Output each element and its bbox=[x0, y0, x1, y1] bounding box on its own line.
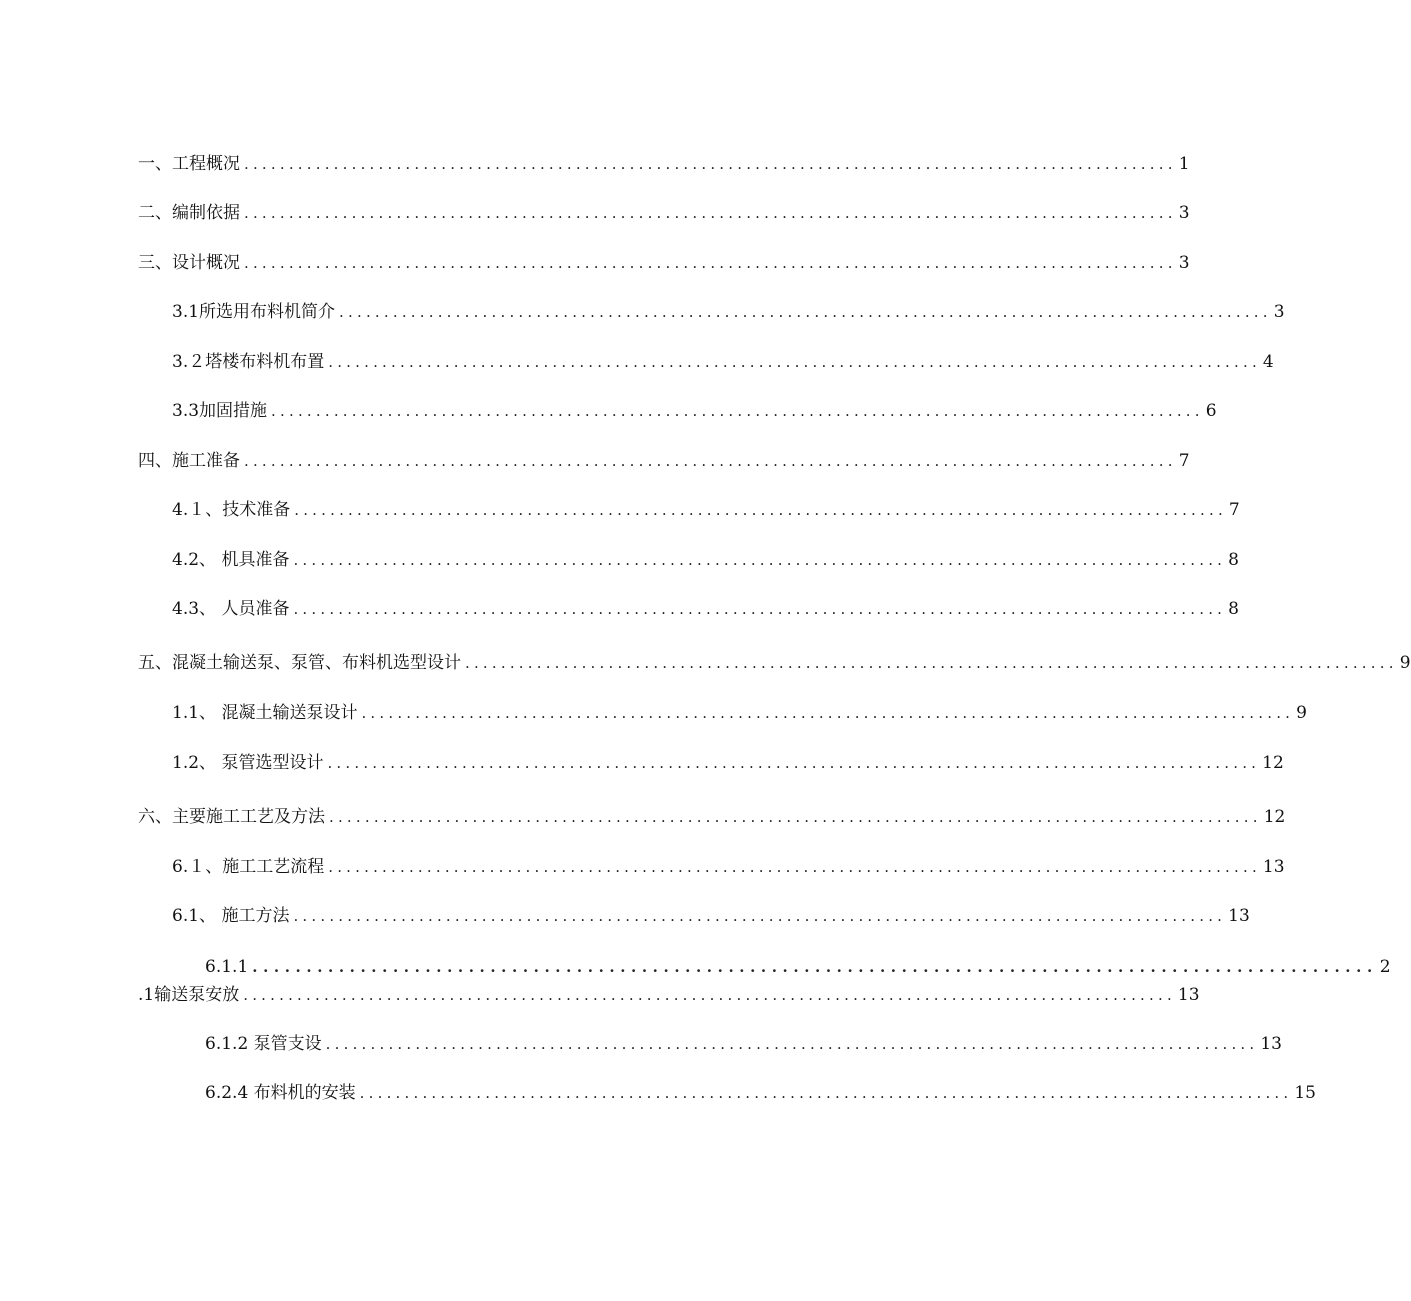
toc-entry[interactable] bbox=[138, 804, 1286, 830]
toc-entry-label: 6.１、施工工艺流程 bbox=[172, 857, 325, 877]
toc-dot-leader: ........................................................................................................ bbox=[244, 452, 1177, 470]
toc-dot-leader: ........................................................................................................ bbox=[271, 402, 1204, 420]
toc-dot-leader: ........................................................................................................ bbox=[327, 754, 1261, 772]
toc-entry-label: 6.1.1 bbox=[205, 957, 249, 977]
toc-entry[interactable] bbox=[172, 596, 1239, 622]
toc-entry-page: 7 bbox=[1228, 500, 1240, 520]
toc-entry-label: 4.3、 人员准备 bbox=[172, 599, 290, 619]
toc-entry[interactable] bbox=[172, 750, 1284, 776]
toc-entry-continuation[interactable] bbox=[138, 982, 1200, 1008]
toc-dot-leader: ........................................................................................................ bbox=[244, 155, 1177, 173]
toc-dot-leader: ........................................................................................................ bbox=[328, 353, 1261, 371]
toc-entry-label: 6.2.4 布料机的安装 bbox=[205, 1083, 356, 1103]
toc-entry[interactable] bbox=[138, 250, 1190, 276]
toc-entry[interactable] bbox=[172, 497, 1240, 523]
toc-entry-page: 13 bbox=[1262, 857, 1285, 877]
toc-entry-label: 3.２塔楼布料机布置 bbox=[172, 352, 325, 372]
toc-entry[interactable] bbox=[205, 954, 1391, 980]
toc-entry-label: .1输送泵安放 bbox=[138, 985, 240, 1005]
toc-entry-label: 三、设计概况 bbox=[138, 253, 240, 273]
toc-entry-page: 2 bbox=[1379, 957, 1391, 977]
toc-entry[interactable] bbox=[138, 650, 1411, 676]
toc-dot-leader: ........................................................................................................ bbox=[293, 551, 1227, 569]
toc-dot-leader: ........................................................................................................ bbox=[339, 303, 1272, 321]
toc-entry[interactable] bbox=[172, 349, 1274, 375]
toc-entry-label: 五、混凝土输送泵、泵管、布料机选型设计 bbox=[138, 653, 461, 673]
toc-dot-leader: ........................................................................................................ bbox=[329, 808, 1262, 826]
toc-entry[interactable] bbox=[172, 700, 1307, 726]
toc-dot-leader: ........................................................................................................ bbox=[244, 254, 1177, 272]
toc-entry-page: 3 bbox=[1273, 302, 1285, 322]
toc-entry-page: 8 bbox=[1228, 599, 1239, 619]
toc-entry-label: 1.1、 混凝土输送泵设计 bbox=[172, 703, 358, 723]
toc-dot-leader: ........................................................................................................ bbox=[243, 986, 1176, 1004]
toc-dot-leader: ........................................................................................................ bbox=[361, 704, 1295, 722]
toc-entry-page: 12 bbox=[1262, 753, 1284, 773]
toc-entry-label: 3.3加固措施 bbox=[172, 401, 268, 421]
toc-dot-leader: ........................................................................................................ bbox=[294, 501, 1227, 519]
toc-dot-leader: ........................................................................................................ bbox=[328, 858, 1261, 876]
toc-dot-leader: ........................................................................................................ bbox=[359, 1084, 1293, 1102]
toc-entry[interactable] bbox=[172, 547, 1239, 573]
toc-entry-label: 6.1、 施工方法 bbox=[172, 906, 290, 926]
toc-entry-label: 六、主要施工工艺及方法 bbox=[138, 807, 325, 827]
toc-entry-label: 3.1所选用布料机简介 bbox=[172, 302, 336, 322]
toc-entry-page: 9 bbox=[1296, 703, 1307, 723]
toc-entry-label: 一、工程概况 bbox=[138, 154, 240, 174]
toc-entry[interactable] bbox=[205, 1080, 1316, 1106]
toc-entry-page: 13 bbox=[1177, 985, 1200, 1005]
toc-dot-leader: ........................................................................................................ bbox=[325, 1035, 1259, 1053]
toc-entry[interactable] bbox=[138, 448, 1190, 474]
toc-entry-label: 二、编制依据 bbox=[138, 203, 240, 223]
toc-entry-label: 1.2、 泵管选型设计 bbox=[172, 753, 324, 773]
toc-entry[interactable] bbox=[138, 200, 1190, 226]
toc-entry[interactable] bbox=[205, 1031, 1282, 1057]
toc-entry-page: 13 bbox=[1228, 906, 1250, 926]
toc-entry-page: 8 bbox=[1228, 550, 1239, 570]
toc-dot-leader: ........................................................................................................ bbox=[244, 204, 1177, 222]
toc-dot-leader: ........................................................................................................ bbox=[293, 907, 1227, 925]
toc-entry[interactable] bbox=[172, 854, 1285, 880]
toc-entry-page: 15 bbox=[1294, 1083, 1316, 1103]
toc-entry-page: 6 bbox=[1205, 401, 1217, 421]
toc-entry-page: 9 bbox=[1399, 653, 1411, 673]
toc-entry[interactable] bbox=[172, 299, 1285, 325]
toc-entry-page: 1 bbox=[1178, 154, 1190, 174]
toc-entry-page: 12 bbox=[1263, 807, 1286, 827]
toc-entry-page: 3 bbox=[1178, 203, 1190, 223]
toc-entry-page: 13 bbox=[1260, 1034, 1282, 1054]
toc-entry-label: 四、施工准备 bbox=[138, 451, 240, 471]
toc-entry-label: 4.2、 机具准备 bbox=[172, 550, 290, 570]
toc-dot-leader: ........................................................................................................ bbox=[293, 600, 1227, 618]
toc-entry-label: 6.1.2 泵管支设 bbox=[205, 1034, 322, 1054]
toc-entry[interactable] bbox=[172, 903, 1250, 929]
toc-dot-leader: ........................................................................................................ bbox=[465, 654, 1398, 672]
toc-entry[interactable] bbox=[172, 398, 1217, 424]
toc-entry-page: 7 bbox=[1178, 451, 1190, 471]
toc-entry[interactable] bbox=[138, 151, 1190, 177]
toc-entry-page: 4 bbox=[1262, 352, 1274, 372]
toc-dot-leader: ........................................................................................................ bbox=[252, 958, 1378, 976]
toc-entry-page: 3 bbox=[1178, 253, 1190, 273]
toc-entry-label: 4.１、技术准备 bbox=[172, 500, 291, 520]
